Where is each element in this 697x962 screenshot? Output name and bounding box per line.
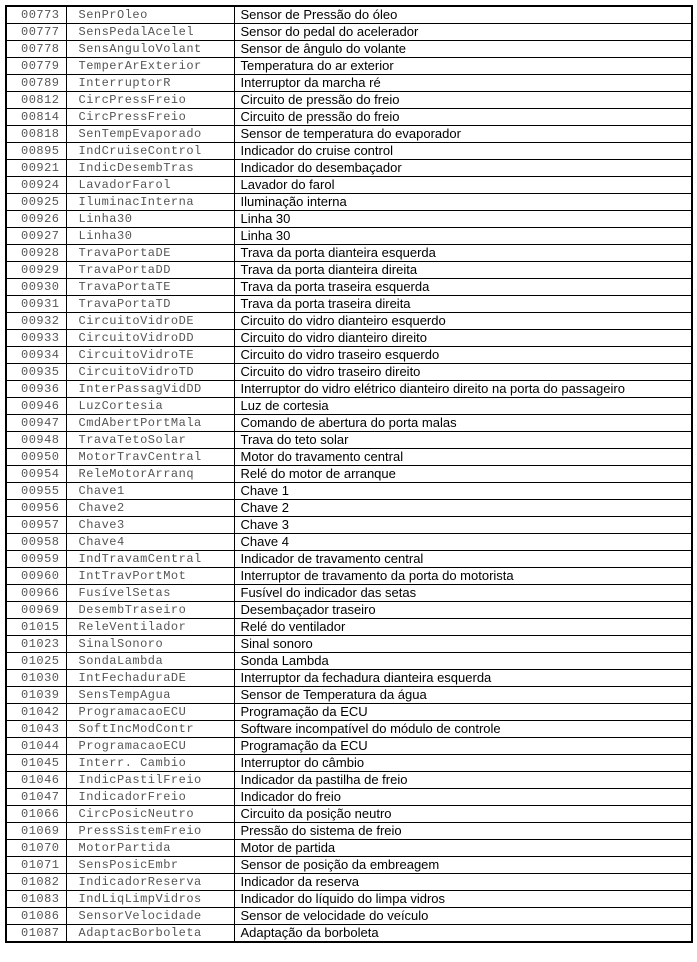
table-row xyxy=(6,41,692,58)
name-cell: LavadorFarol xyxy=(66,177,234,194)
table-row xyxy=(6,58,692,75)
name-cell: CircPosicNeutro xyxy=(66,806,234,823)
name-cell: SensPedalAcelel xyxy=(66,24,234,41)
description-cell: Motor de partida xyxy=(234,840,692,857)
name-cell: IndLiqLimpVidros xyxy=(66,891,234,908)
name-cell: TravaPortaTD xyxy=(66,296,234,313)
code-cell: 00936 xyxy=(6,381,66,398)
description-cell: Fusível do indicador das setas xyxy=(234,585,692,602)
table-row xyxy=(6,755,692,772)
table-row xyxy=(6,381,692,398)
code-cell: 00814 xyxy=(6,109,66,126)
description-cell: Temperatura do ar exterior xyxy=(234,58,692,75)
code-cell: 01086 xyxy=(6,908,66,925)
name-cell: CmdAbertPortMala xyxy=(66,415,234,432)
table-row xyxy=(6,279,692,296)
table-row xyxy=(6,347,692,364)
name-cell: CircuitoVidroDD xyxy=(66,330,234,347)
name-cell: IluminacInterna xyxy=(66,194,234,211)
code-cell: 01044 xyxy=(6,738,66,755)
code-cell: 01046 xyxy=(6,772,66,789)
name-cell: MotorTravCentral xyxy=(66,449,234,466)
name-cell: LuzCortesia xyxy=(66,398,234,415)
table-row xyxy=(6,517,692,534)
name-cell: AdaptacBorboleta xyxy=(66,925,234,943)
table-row xyxy=(6,891,692,908)
description-cell: Trava do teto solar xyxy=(234,432,692,449)
table-row xyxy=(6,670,692,687)
code-cell: 00950 xyxy=(6,449,66,466)
table-row xyxy=(6,6,692,24)
code-cell: 01025 xyxy=(6,653,66,670)
code-cell: 00959 xyxy=(6,551,66,568)
code-cell: 01071 xyxy=(6,857,66,874)
description-cell: Circuito de pressão do freio xyxy=(234,109,692,126)
code-cell: 01069 xyxy=(6,823,66,840)
name-cell: SenTempEvaporado xyxy=(66,126,234,143)
description-cell: Circuito de pressão do freio xyxy=(234,92,692,109)
name-cell: InterruptorR xyxy=(66,75,234,92)
name-cell: Linha30 xyxy=(66,228,234,245)
code-cell: 00946 xyxy=(6,398,66,415)
name-cell: FusívelSetas xyxy=(66,585,234,602)
name-cell: IntFechaduraDE xyxy=(66,670,234,687)
code-cell: 00928 xyxy=(6,245,66,262)
name-cell: Interr. Cambio xyxy=(66,755,234,772)
description-cell: Relé do ventilador xyxy=(234,619,692,636)
name-cell: SensTempAgua xyxy=(66,687,234,704)
name-cell: CircPressFreio xyxy=(66,92,234,109)
description-cell: Linha 30 xyxy=(234,228,692,245)
name-cell: TravaPortaTE xyxy=(66,279,234,296)
code-cell: 00948 xyxy=(6,432,66,449)
code-cell: 00957 xyxy=(6,517,66,534)
description-cell: Sinal sonoro xyxy=(234,636,692,653)
description-cell: Programação da ECU xyxy=(234,738,692,755)
name-cell: SensPosicEmbr xyxy=(66,857,234,874)
description-cell: Sensor de temperatura do evaporador xyxy=(234,126,692,143)
code-cell: 01042 xyxy=(6,704,66,721)
description-cell: Comando de abertura do porta malas xyxy=(234,415,692,432)
description-cell: Programação da ECU xyxy=(234,704,692,721)
table-row xyxy=(6,160,692,177)
description-cell: Trava da porta dianteira esquerda xyxy=(234,245,692,262)
description-cell: Motor do travamento central xyxy=(234,449,692,466)
description-cell: Indicador do cruise control xyxy=(234,143,692,160)
table-row xyxy=(6,398,692,415)
table-row xyxy=(6,432,692,449)
name-cell: Chave4 xyxy=(66,534,234,551)
code-cell: 00960 xyxy=(6,568,66,585)
description-cell: Sonda Lambda xyxy=(234,653,692,670)
code-cell: 00930 xyxy=(6,279,66,296)
table-row xyxy=(6,874,692,891)
code-cell: 01066 xyxy=(6,806,66,823)
name-cell: SensAnguloVolant xyxy=(66,41,234,58)
table-row xyxy=(6,704,692,721)
table-row xyxy=(6,109,692,126)
code-cell: 00779 xyxy=(6,58,66,75)
name-cell: CircuitoVidroTD xyxy=(66,364,234,381)
table-row xyxy=(6,92,692,109)
name-cell: TravaPortaDE xyxy=(66,245,234,262)
table-row xyxy=(6,364,692,381)
table-row xyxy=(6,483,692,500)
description-cell: Indicador do freio xyxy=(234,789,692,806)
description-cell: Trava da porta traseira direita xyxy=(234,296,692,313)
table-row xyxy=(6,211,692,228)
code-cell: 01070 xyxy=(6,840,66,857)
table-row xyxy=(6,75,692,92)
table-row xyxy=(6,789,692,806)
description-cell: Sensor de posição da embreagem xyxy=(234,857,692,874)
code-cell: 00895 xyxy=(6,143,66,160)
description-cell: Indicador de travamento central xyxy=(234,551,692,568)
table-row xyxy=(6,415,692,432)
table-row xyxy=(6,177,692,194)
name-cell: TemperArExterior xyxy=(66,58,234,75)
code-cell: 01047 xyxy=(6,789,66,806)
name-cell: ProgramacaoECU xyxy=(66,704,234,721)
name-cell: Linha30 xyxy=(66,211,234,228)
name-cell: IndicadorReserva xyxy=(66,874,234,891)
code-cell: 01023 xyxy=(6,636,66,653)
description-cell: Chave 2 xyxy=(234,500,692,517)
description-cell: Linha 30 xyxy=(234,211,692,228)
table-row xyxy=(6,636,692,653)
name-cell: MotorPartida xyxy=(66,840,234,857)
description-cell: Desembaçador traseiro xyxy=(234,602,692,619)
name-cell: CircPressFreio xyxy=(66,109,234,126)
name-cell: IndicPastilFreio xyxy=(66,772,234,789)
table-row xyxy=(6,245,692,262)
name-cell: SensorVelocidade xyxy=(66,908,234,925)
name-cell: IndCruiseControl xyxy=(66,143,234,160)
name-cell: TravaPortaDD xyxy=(66,262,234,279)
name-cell: SenPrOleo xyxy=(66,6,234,24)
name-cell: ReleVentilador xyxy=(66,619,234,636)
name-cell: Chave3 xyxy=(66,517,234,534)
description-cell: Chave 1 xyxy=(234,483,692,500)
code-cell: 00812 xyxy=(6,92,66,109)
code-cell: 00969 xyxy=(6,602,66,619)
code-cell: 00778 xyxy=(6,41,66,58)
name-cell: CircuitoVidroTE xyxy=(66,347,234,364)
description-cell: Relé do motor de arranque xyxy=(234,466,692,483)
description-cell: Adaptação da borboleta xyxy=(234,925,692,943)
description-cell: Circuito da posição neutro xyxy=(234,806,692,823)
description-cell: Indicador do desembaçador xyxy=(234,160,692,177)
code-cell: 00818 xyxy=(6,126,66,143)
description-cell: Interruptor de travamento da porta do motorista xyxy=(234,568,692,585)
code-cell: 00929 xyxy=(6,262,66,279)
table-row xyxy=(6,500,692,517)
table-row xyxy=(6,585,692,602)
name-cell: SondaLambda xyxy=(66,653,234,670)
description-cell: Pressão do sistema de freio xyxy=(234,823,692,840)
table-row xyxy=(6,840,692,857)
code-cell: 01039 xyxy=(6,687,66,704)
name-cell: TravaTetoSolar xyxy=(66,432,234,449)
description-cell: Lavador do farol xyxy=(234,177,692,194)
table-row xyxy=(6,687,692,704)
table-row xyxy=(6,330,692,347)
code-cell: 01015 xyxy=(6,619,66,636)
description-cell: Indicador do líquido do limpa vidros xyxy=(234,891,692,908)
name-cell: SinalSonoro xyxy=(66,636,234,653)
code-cell: 00966 xyxy=(6,585,66,602)
description-cell: Interruptor do câmbio xyxy=(234,755,692,772)
table-row xyxy=(6,823,692,840)
code-cell: 00789 xyxy=(6,75,66,92)
code-cell: 00924 xyxy=(6,177,66,194)
table-row xyxy=(6,449,692,466)
description-cell: Interruptor da marcha ré xyxy=(234,75,692,92)
table-row xyxy=(6,143,692,160)
description-cell: Chave 4 xyxy=(234,534,692,551)
table-row xyxy=(6,721,692,738)
table-row xyxy=(6,24,692,41)
name-cell: IndTravamCentral xyxy=(66,551,234,568)
description-cell: Indicador da pastilha de freio xyxy=(234,772,692,789)
description-cell: Sensor de velocidade do veículo xyxy=(234,908,692,925)
table-row xyxy=(6,466,692,483)
table-row xyxy=(6,534,692,551)
name-cell: CircuitoVidroDE xyxy=(66,313,234,330)
table-row xyxy=(6,857,692,874)
code-cell: 00933 xyxy=(6,330,66,347)
code-cell: 01045 xyxy=(6,755,66,772)
code-cell: 01087 xyxy=(6,925,66,943)
fault-code-table-body xyxy=(6,6,692,942)
description-cell: Interruptor do vidro elétrico dianteiro direito na porta do passageiro xyxy=(234,381,692,398)
description-cell: Circuito do vidro traseiro esquerdo xyxy=(234,347,692,364)
name-cell: PressSistemFreio xyxy=(66,823,234,840)
name-cell: Chave1 xyxy=(66,483,234,500)
name-cell: InterPassagVidDD xyxy=(66,381,234,398)
name-cell: Chave2 xyxy=(66,500,234,517)
description-cell: Sensor de ângulo do volante xyxy=(234,41,692,58)
description-cell: Sensor do pedal do acelerador xyxy=(234,24,692,41)
table-row xyxy=(6,738,692,755)
table-row xyxy=(6,313,692,330)
name-cell: IntTravPortMot xyxy=(66,568,234,585)
table-row xyxy=(6,262,692,279)
description-cell: Interruptor da fechadura dianteira esquerda xyxy=(234,670,692,687)
code-cell: 01082 xyxy=(6,874,66,891)
description-cell: Software incompatível do módulo de controle xyxy=(234,721,692,738)
table-row xyxy=(6,296,692,313)
description-cell: Sensor de Pressão do óleo xyxy=(234,6,692,24)
description-cell: Trava da porta dianteira direita xyxy=(234,262,692,279)
description-cell: Circuito do vidro dianteiro direito xyxy=(234,330,692,347)
code-cell: 00956 xyxy=(6,500,66,517)
description-cell: Circuito do vidro traseiro direito xyxy=(234,364,692,381)
name-cell: DesembTraseiro xyxy=(66,602,234,619)
table-row xyxy=(6,194,692,211)
code-cell: 01083 xyxy=(6,891,66,908)
description-cell: Circuito do vidro dianteiro esquerdo xyxy=(234,313,692,330)
code-cell: 01043 xyxy=(6,721,66,738)
table-row xyxy=(6,551,692,568)
code-cell: 00932 xyxy=(6,313,66,330)
table-row xyxy=(6,602,692,619)
code-cell: 00921 xyxy=(6,160,66,177)
description-cell: Indicador da reserva xyxy=(234,874,692,891)
name-cell: ProgramacaoECU xyxy=(66,738,234,755)
code-cell: 00926 xyxy=(6,211,66,228)
table-row xyxy=(6,925,692,943)
name-cell: ReleMotorArranq xyxy=(66,466,234,483)
table-row xyxy=(6,653,692,670)
name-cell: IndicDesembTras xyxy=(66,160,234,177)
code-cell: 00955 xyxy=(6,483,66,500)
code-cell: 00927 xyxy=(6,228,66,245)
code-cell: 00954 xyxy=(6,466,66,483)
description-cell: Iluminação interna xyxy=(234,194,692,211)
code-cell: 00777 xyxy=(6,24,66,41)
description-cell: Chave 3 xyxy=(234,517,692,534)
code-cell: 01030 xyxy=(6,670,66,687)
table-row xyxy=(6,126,692,143)
description-cell: Sensor de Temperatura da água xyxy=(234,687,692,704)
table-row xyxy=(6,908,692,925)
code-cell: 00947 xyxy=(6,415,66,432)
table-row xyxy=(6,568,692,585)
code-cell: 00925 xyxy=(6,194,66,211)
code-cell: 00773 xyxy=(6,6,66,24)
name-cell: SoftIncModContr xyxy=(66,721,234,738)
fault-code-table xyxy=(5,5,693,943)
code-cell: 00931 xyxy=(6,296,66,313)
code-cell: 00958 xyxy=(6,534,66,551)
code-cell: 00935 xyxy=(6,364,66,381)
name-cell: IndicadorFreio xyxy=(66,789,234,806)
description-cell: Luz de cortesia xyxy=(234,398,692,415)
code-cell: 00934 xyxy=(6,347,66,364)
table-row xyxy=(6,806,692,823)
table-row xyxy=(6,619,692,636)
description-cell: Trava da porta traseira esquerda xyxy=(234,279,692,296)
table-row xyxy=(6,228,692,245)
table-row xyxy=(6,772,692,789)
